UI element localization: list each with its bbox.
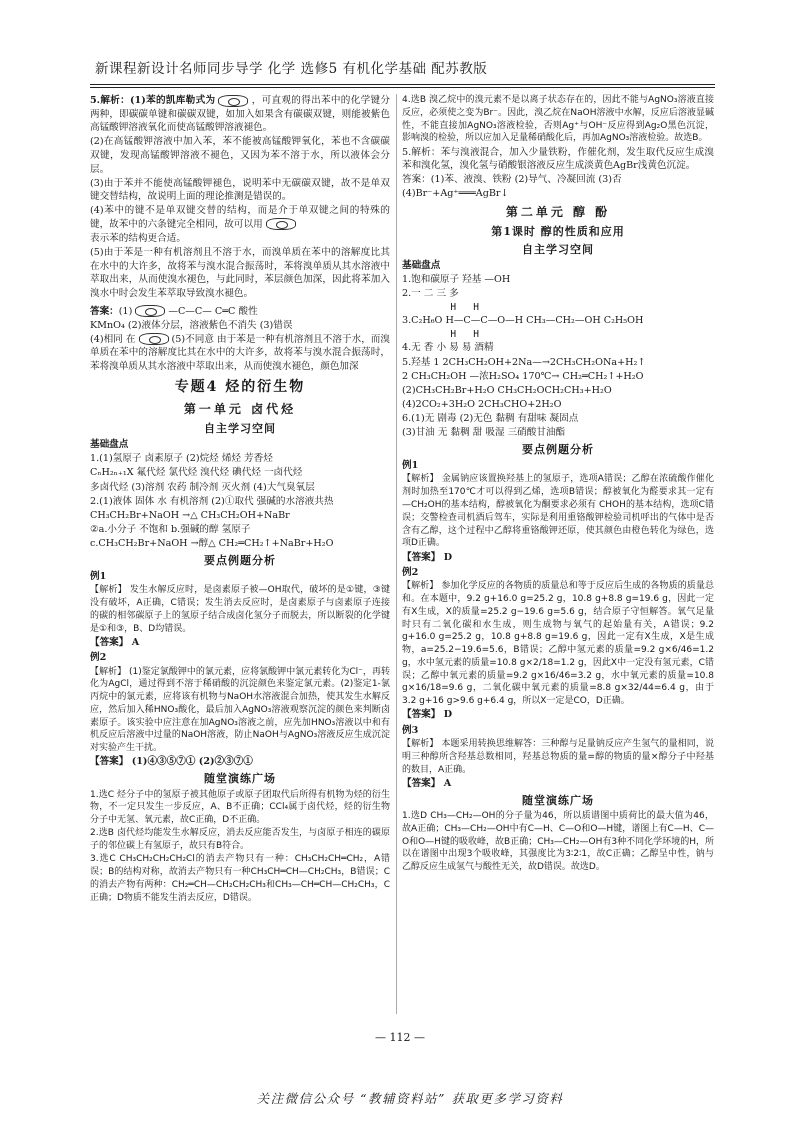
basics-r5c: (2)CH₃CH₂Br+H₂O CH₃CH₂OCH₂CH₃+H₂O [402,384,612,396]
q5-head: 5.解析：(1)苯的凯库勒式为 [90,95,216,106]
ethanol-structure-bottom: H H [416,329,479,341]
q5-answer-right-2: (4)Br⁻+Ag⁺═══AgBr↓ [402,188,509,200]
example-r2-label: 例2 [402,567,419,579]
column-divider [396,94,397,1014]
q5-answer-right: 答案：(1)苯、液溴、铁粉 (2)导气、冷凝回流 (3)否 [402,174,622,186]
unit-title: 第一单元 卤代烃 [183,401,297,416]
example-1-answer: 【答案】 A [90,636,140,648]
basics-r5: 5.羟基 1 2CH₃CH₂OH+2Na—→2CH₃CH₂ONa+H₂↑ [402,356,646,368]
basics-label-right: 基础盘点 [402,260,441,272]
basics-r6: 6.(1)无 剧毒 (2)无色 黏稠 有甜味 凝固点 [402,413,579,425]
drill-1: 1.选C 烃分子中的氢原子被其他原子或原子团取代后所得有机物为烃的衍生物，不一定只发生一步反应，A、B不正确；CCl₄属于卤代烃，烃的衍生物分子中无氢、氧元素，故C正确，D不正确。 [90,789,390,826]
right-column [402,94,714,1014]
answer-line3 [90,333,390,374]
basics-r6b: (3)甘油 无 黏稠 甜 吸湿 三硝酸甘油酯 [402,427,566,439]
ethanol-structure-top: H H [416,302,479,314]
basics-1: 1.(1)氢原子 卤素原子 (2)烷烃 烯烃 芳香烃 [90,453,273,465]
example-r2-analysis: 【解析】 参加化学反应的各物质的质量总和等于反应后生成的各物质的质量总和。在本题中，9.2 g+16.0 g=25.2 g，10.8 g+8.8 g=19.6 g，因此一定有X生成，X的质量=25.2 g−19.6 g=5.6 g，结合原子守恒解答。氧气足量时只有二氧化碳和水生成，则生成物与氧气的起始量有关，A错误；9.2 g+16.0 g=25.2 g，10.8 g+8.8 g=19.6 g，因此一定有X生成，X是生成物，a=25.2−19.6=5.6，B错误；乙醇中氢元素的质量=9.2 g×6/46=1.2 g，水中氢元素的质量=10.8 g×2/18=1.2 g，因此X中一定没有氢元素，C错误；乙醇中氧元素的质量=9.2 g×16/46=3.2 g，水中氧元素的质量=10.8 g×16/18=9.6 g，二氧化碳中氧元素的质量=8.8 g×32/44=6.4 g，由于3.2 g+16 g>9.6 g+6.4 g，所以X一定是CO，D正确。 [402,581,714,707]
q5-text4-wrap [90,204,390,231]
q5-text6: (5)由于苯是一种有机溶剂且不溶于水，而溴单质在苯中的溶解度比其在水中的大许多，故将苯与溴水混合振荡时，苯将溴单质从其水溶液中萃取出来，从而使溴水褪色，与此同时，苯层颜色加深，因此将苯加入溴水中时会发生苯萃取导致溴水褪色。 [90,247,390,300]
section-title: 自主学习空间 [204,421,276,435]
q5-analysis [90,94,390,135]
lesson1-title: 第1课时 醇的性质和应用 [491,225,625,239]
basics-r5d: (4)2CO₂+3H₂O 2CH₃CHO+2H₂O [402,398,562,410]
drill-3: 3.选C CH₃CH₂CH₂CH₂Cl的消去产物只有一种：CH₃CH₂CH═CH₂，A错误；B的结构对称，故消去产物只有一种CH₃CH═CH—CH₂CH₃，B错误；C的消去产物有两种：CH₂═CH—CH₂CH₂CH₃和CH₃—CH═CH—CH₂CH₃，C正确；D物质不能发生消去反应，D错误。 [90,854,390,903]
basics-r3: 3.C₂H₆O H—C—C—O—H CH₃—CH₂—OH C₂H₅OH [402,315,644,327]
benzene-ring-icon [266,218,296,230]
example-2-label: 例2 [90,652,107,664]
footer-promo: 关注微信公众号 “教辅资料站” 获取更多学习资料 [256,1091,564,1106]
benzene-structure-icon [135,305,165,317]
left-column [90,94,390,1014]
answer-line2: KMnO₄ (2)液体分层，溶液紫色不消失 (3)错误 [90,319,293,331]
basics-r2: 2.一 二 三 多 [402,288,459,300]
basics-1c: 多卤代烃 (3)溶剂 农药 制冷剂 灭火剂 (4)大气臭氧层 [90,481,315,493]
basics-r4: 4.无 香 小 易 易 酒精 [402,342,494,354]
kekule-benzene-icon [218,95,248,107]
q5-text5: 表示苯的结构更合适。 [90,233,186,245]
q5-analysis-right: 5.解析：苯与溴液混合，加入少量铁粉，作催化剂，发生取代反应生成溴苯和溴化氢，溴化氢与硝酸银溶液反应生成淡黄色AgBr浅黄色沉淀。 [402,146,714,172]
drill-title-right: 随堂演练广场 [522,793,594,807]
basics-r1: 1.饱和碳原子 羟基 —OH [402,274,511,286]
basics-2b: CH₃CH₂Br+NaOH →△ CH₃CH₂OH+NaBr [90,509,290,521]
example-1-label: 例1 [90,571,107,583]
answer-line1 [90,305,390,319]
page-number: — 112 — [375,1031,425,1044]
q5-text3: (3)由于苯并不能使高锰酸钾褪色，说明苯中无碳碳双键，故不是单双键交替结构，故说明上面的理论推测是错误的。 [90,177,390,203]
key-examples-title: 要点例题分析 [204,553,276,567]
answer-3b: (5)不同意 由于苯是一种有机溶剂且不溶于水，而溴单质在苯中的溶解度比其在水中的大许多，故将苯与溴水混合振荡时，苯将溴单质从其水溶液中萃取出来，从而使溴水褪色，颜色加深 [90,333,390,373]
unit2-title: 第二单元 醇 酚 [505,205,611,219]
answer-label: 答案： [90,305,119,317]
basics-2d: c.CH₃CH₂Br+NaOH →醇△ CH₂═CH₂↑+NaBr+H₂O [90,537,334,549]
basics-2c: ②a.小分子 不饱和 b.强碱的醇 氢原子 [90,523,251,535]
q5-text1: ，可直观的得出苯中的化学键分两种，即碳碳单键和碳碳双键，如加入如果含有碳碳双键，则能被紫色高锰酸钾溶液氧化而使高锰酸钾溶液褪色。 [90,95,390,134]
example-r2-answer: 【答案】 D [402,709,453,721]
example-2-analysis: 【解析】 (1)鉴定氯酸钾中的氯元素，应将氯酸钾中氯元素转化为Cl⁻，再转化为AgCl，通过得到不溶于稀硝酸的沉淀颜色来鉴定氯元素。(2)鉴定1-氯丙烷中的氯元素，应将该有机物与NaOH水溶液混合加热，使其发生水解反应，然后加入稀HNO₃酸化，最后加入AgNO₃溶液观察沉淀的颜色来判断卤素原子。该实验中应注意在加AgNO₃溶液之前，应先加HNO₃溶液以中和有机反应后溶液中过量的NaOH溶液，防止NaOH与AgNO₃溶液反应生成沉淀对实验产生干扰。 [90,666,390,754]
drill-2: 2.选B 卤代烃均能发生水解反应，消去反应能否发生，与卤原子相连的碳原子的邻位碳上有氢原子，故只有B符合。 [90,828,390,852]
example-r3-analysis: 【解析】 本题采用转换思维解答：三种醇与足量钠反应产生氢气的量相同，说明三种醇所含羟基总数相同，羟基总物质的量=醇的物质的量×醇分子中羟基的数目，A正确。 [402,739,714,775]
key-examples-title-right: 要点例题分析 [522,442,594,456]
example-r1-label: 例1 [402,460,419,472]
answer-1b: —C—C— C═C 酸性 [168,305,258,317]
drill-r1: 1.选D CH₃—CH₂—OH的分子量为46，所以质谱图中质荷比的最大值为46，故A正确；CH₃—CH₂—OH中有C—H、C—O和O—H键，谱图上有C—H、C—O和O—H键的吸收峰，故B正确；CH₃—CH₂—OH有3种不同化学环境的H，所以在谱图中出现3个吸收峰，其强度比为3∶2∶1，故C正确；乙醇呈中性，钠与乙醇反应生成氢气与酸性无关，故D错误。故选D。 [402,811,714,873]
drill-title: 随堂演练广场 [204,772,276,786]
q5-text4: (4)苯中的键不是单双键交替的结构，而是介于单双键之间的特殊的键，故苯中的六条键完全相同，故可以用 [90,205,390,230]
example-r1-analysis: 【解析】 金属钠应该置换羟基上的氢原子，选项A错误；乙醇在浓硫酸作催化剂时加热至170℃才可以得到乙烯，选项B错误；醇被氧化为醛要求其一定有—CH₂OH的基本结构，醇被氧化为酮要求必须有 CHOH的基本结构，选项C错误；交警检查司机酒后驾车，实际是利用重铬酸钾检验司机呼出的气体中是否含有乙醇，这个过程中乙醇将重铬酸钾还原，使其颜色由橙色转化为绿色，选项D正确。 [402,474,714,549]
header-rule [90,84,715,85]
basics-2: 2.(1)液体 固体 水 有机溶剂 (2)①取代 强碱的水溶液共热 [90,495,334,507]
example-1-analysis: 【解析】 发生水解反应时，是卤素原子被—OH取代，破坏的是①键，③键没有破坏，A正确，C错误；发生消去反应时，是卤素原子与卤素原子连接的碳的相邻碳原子上的氢原子结合成卤化氢分子而脱去，所以断裂的化学键是①和③，B、D均错误。 [90,585,390,634]
example-r3-label: 例3 [402,725,419,737]
benzene-ring-icon-2 [139,333,169,345]
example-r1-answer: 【答案】 D [402,551,453,563]
example-r3-answer: 【答案】 A [402,777,452,789]
running-header: 新课程新设计名师同步导学 化学 选修5 有机化学基础 配苏教版 [95,61,488,77]
section-title-right: 自主学习空间 [522,242,594,256]
q4-answer: 4.选B 溴乙烷中的溴元素不是以离子状态存在的，因此不能与AgNO₃溶液直接反应，必须使之变为Br⁻。因此，溴乙烷在NaOH溶液中水解，反应后溶液显碱性，不能直接加AgNO₃溶液检验，否则Ag⁺与OH⁻反应得到Ag₂O黑色沉淀，影响溴的检验，所以应加入足量稀硝酸化后，再加AgNO₃溶液检验。故选B。 [402,95,714,144]
basics-1b: CₙH₂ₙ₊₁X 氟代烃 氯代烃 溴代烃 碘代烃 一卤代烃 [90,467,303,479]
answer-1: (1) [118,305,133,317]
chapter-title: 专题4 烃的衍生物 [174,378,306,395]
example-2-answer: 【答案】 (1)④③⑤⑦① (2)②③⑦① [90,756,253,768]
header-rule-thin [90,87,715,88]
basics-label: 基础盘点 [90,439,129,451]
q5-text2: (2)在高锰酸钾溶液中加入苯，苯不能被高锰酸钾氧化，苯也不含碳碳双键，发现高锰酸钾溶液不褪色，又因为苯不溶于水，所以液体会分层。 [90,136,390,175]
answer-3: (4)相同 在 [90,333,136,345]
basics-r5b: 2 CH₃CH₂OH —浓H₂SO₄ 170℃→ CH₂═CH₂↑+H₂O [402,370,644,382]
